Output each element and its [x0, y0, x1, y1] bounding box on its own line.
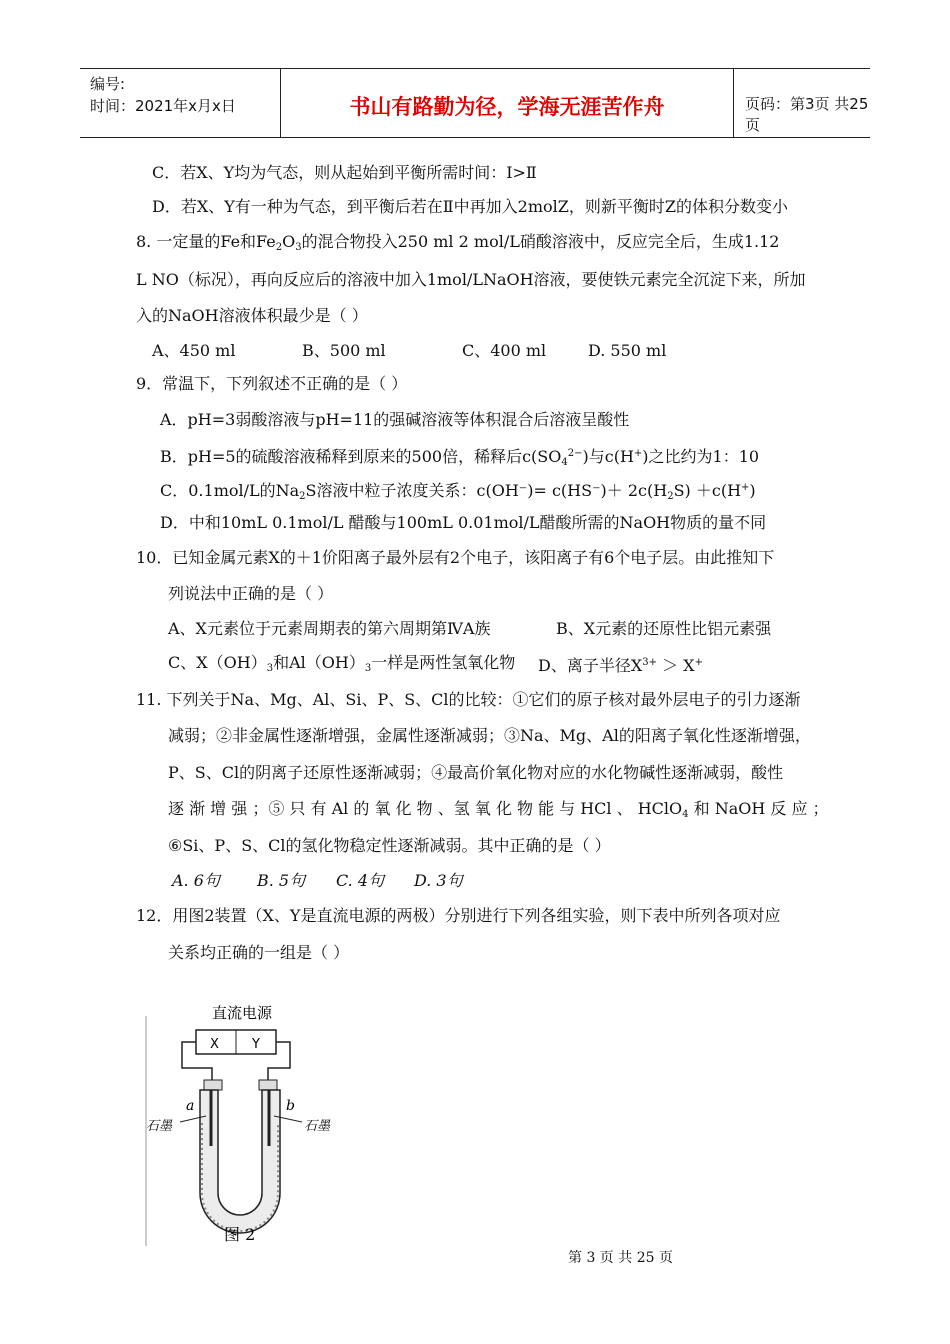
page-label: 页码：第3页 共25页 [745, 95, 869, 134]
question-9-stem: 9．常温下，下列叙述不正确的是（ ） [136, 374, 408, 393]
u-tube-diagram [140, 998, 360, 1248]
page-footer: 第 3 页 共 25 页 [568, 1250, 673, 1266]
left-stopper [204, 1080, 222, 1090]
question-8-line-3: 入的NaOH溶液体积最少是（ ） [136, 306, 368, 325]
question-8-option-b: B、500 ml [302, 341, 386, 360]
question-10-option-d: D、离子半径$X^{3+} > X^+$ [538, 656, 703, 675]
question-12-line-2: 关系均正确的一组是（ ） [168, 943, 350, 962]
power-source-label: 直流电源 [212, 1004, 273, 1022]
question-11-option-a: A. 6句 [172, 871, 220, 890]
y-pole-label: Y [252, 1037, 260, 1052]
left-graphite-label: 石墨 [146, 1119, 173, 1134]
right-graphite-label: 石墨 [304, 1119, 331, 1134]
x-pole-label: X [210, 1037, 219, 1052]
question-10-line-1: 10．已知金属元素X的＋1价阳离子最外层有2个电子，该阳离子有6个电子层。由此推知下 [136, 548, 775, 567]
electrode-b-label: b [286, 1098, 295, 1114]
question-8-line-1: 8. 一定量的Fe和$Fe_2O_3$的混合物投入250 ml 2 mol/L硝酸溶液中，反应完全后，生成1.12 [136, 232, 780, 253]
option-d-line: D．若X、Y有一种为气态，到平衡后若在Ⅱ中再加入2molZ，则新平衡时Z的体积分数变小 [152, 197, 788, 216]
motto: 书山有路勤为径，学海无涯苦作舟 [349, 95, 665, 119]
question-9-option-a: A．pH=3弱酸溶液与pH=11的强碱溶液等体积混合后溶液呈酸性 [160, 410, 630, 429]
electrode-a-label: a [186, 1098, 195, 1114]
question-10-option-a: A、X元素位于元素周期表的第六周期第ⅣA族 [168, 619, 491, 638]
question-11-line-1: 11. 下列关于Na、Mg、Al、Si、P、S、Cl的比较：①它们的原子核对最外层电子的引力逐渐 [136, 690, 801, 709]
figure-caption: 图 2 [224, 1225, 256, 1244]
question-11-option-c: C. 4句 [336, 871, 385, 890]
question-11-line-5: ⑥Si、P、S、Cl的氢化物稳定性逐渐减弱。其中正确的是（ ） [168, 836, 611, 855]
question-8-option-a: A、450 ml [152, 341, 236, 360]
question-10-option-c: C、$X(OH)_3$和$Al(OH)_3$一样是两性氢氧化物 [168, 653, 516, 674]
question-9-option-b: B．pH=5的硫酸溶液稀释到原来的500倍，稀释后$c(SO_4^{2-})$与c(H+)之比约为1：10 [160, 447, 760, 468]
electrolysis-figure [140, 998, 360, 1248]
header-meta [80, 69, 280, 137]
header-page-cell [733, 69, 870, 137]
option-c-line: C．若X、Y均为气态，则从起始到平衡所需时间：Ⅰ>Ⅱ [152, 163, 537, 182]
question-9-option-c: C．0.1mol/L的$Na_2S$溶液中粒子浓度关系：$c(OH^-)= c(HS^-)+ 2c(H_2S) +c(H^+)$ [160, 481, 756, 502]
header-motto-cell [280, 69, 734, 137]
question-10-option-b: B、X元素的还原性比铝元素强 [556, 619, 772, 638]
question-11-line-4: 逐 渐 增 强 ；⑤ 只 有 Al 的 氧 化 物 、氢 氧 化 物 能 与 HCl 、 HClO$_4$ 和 NaOH 反 应 ； [168, 799, 829, 820]
question-11-option-d: D. 3句 [414, 871, 463, 890]
question-10-line-2: 列说法中正确的是（ ） [168, 584, 334, 603]
question-8-line-2: L NO（标况），再向反应后的溶液中加入1mol/LNaOH溶液，要使铁元素完全沉淀下来，所加 [136, 270, 806, 289]
date-label: 时间：2021年x月x日 [90, 97, 236, 115]
question-8-option-c: C、400 ml [462, 341, 547, 360]
question-12-line-1: 12．用图2装置（X、Y是直流电源的两极）分别进行下列各组实验，则下表中所列各项对应 [136, 906, 781, 925]
question-9-option-d: D．中和10mL 0.1mol/L 醋酸与100mL 0.01mol/L醋酸所需的NaOH物质的量不同 [160, 513, 767, 532]
number-label: 编号: [90, 75, 126, 93]
question-11-line-3: P、S、Cl的阴离子还原性逐渐减弱；④最高价氧化物对应的水化物碱性逐渐减弱，酸性 [168, 763, 784, 782]
question-8-option-d: D. 550 ml [588, 341, 667, 360]
question-11-line-2: 减弱；②非金属性逐渐增强，金属性逐渐减弱；③Na、Mg、Al的阳离子氧化性逐渐增强， [168, 726, 811, 745]
page-header [80, 68, 870, 138]
question-11-option-b: B. 5句 [257, 871, 306, 890]
right-stopper [259, 1080, 277, 1090]
